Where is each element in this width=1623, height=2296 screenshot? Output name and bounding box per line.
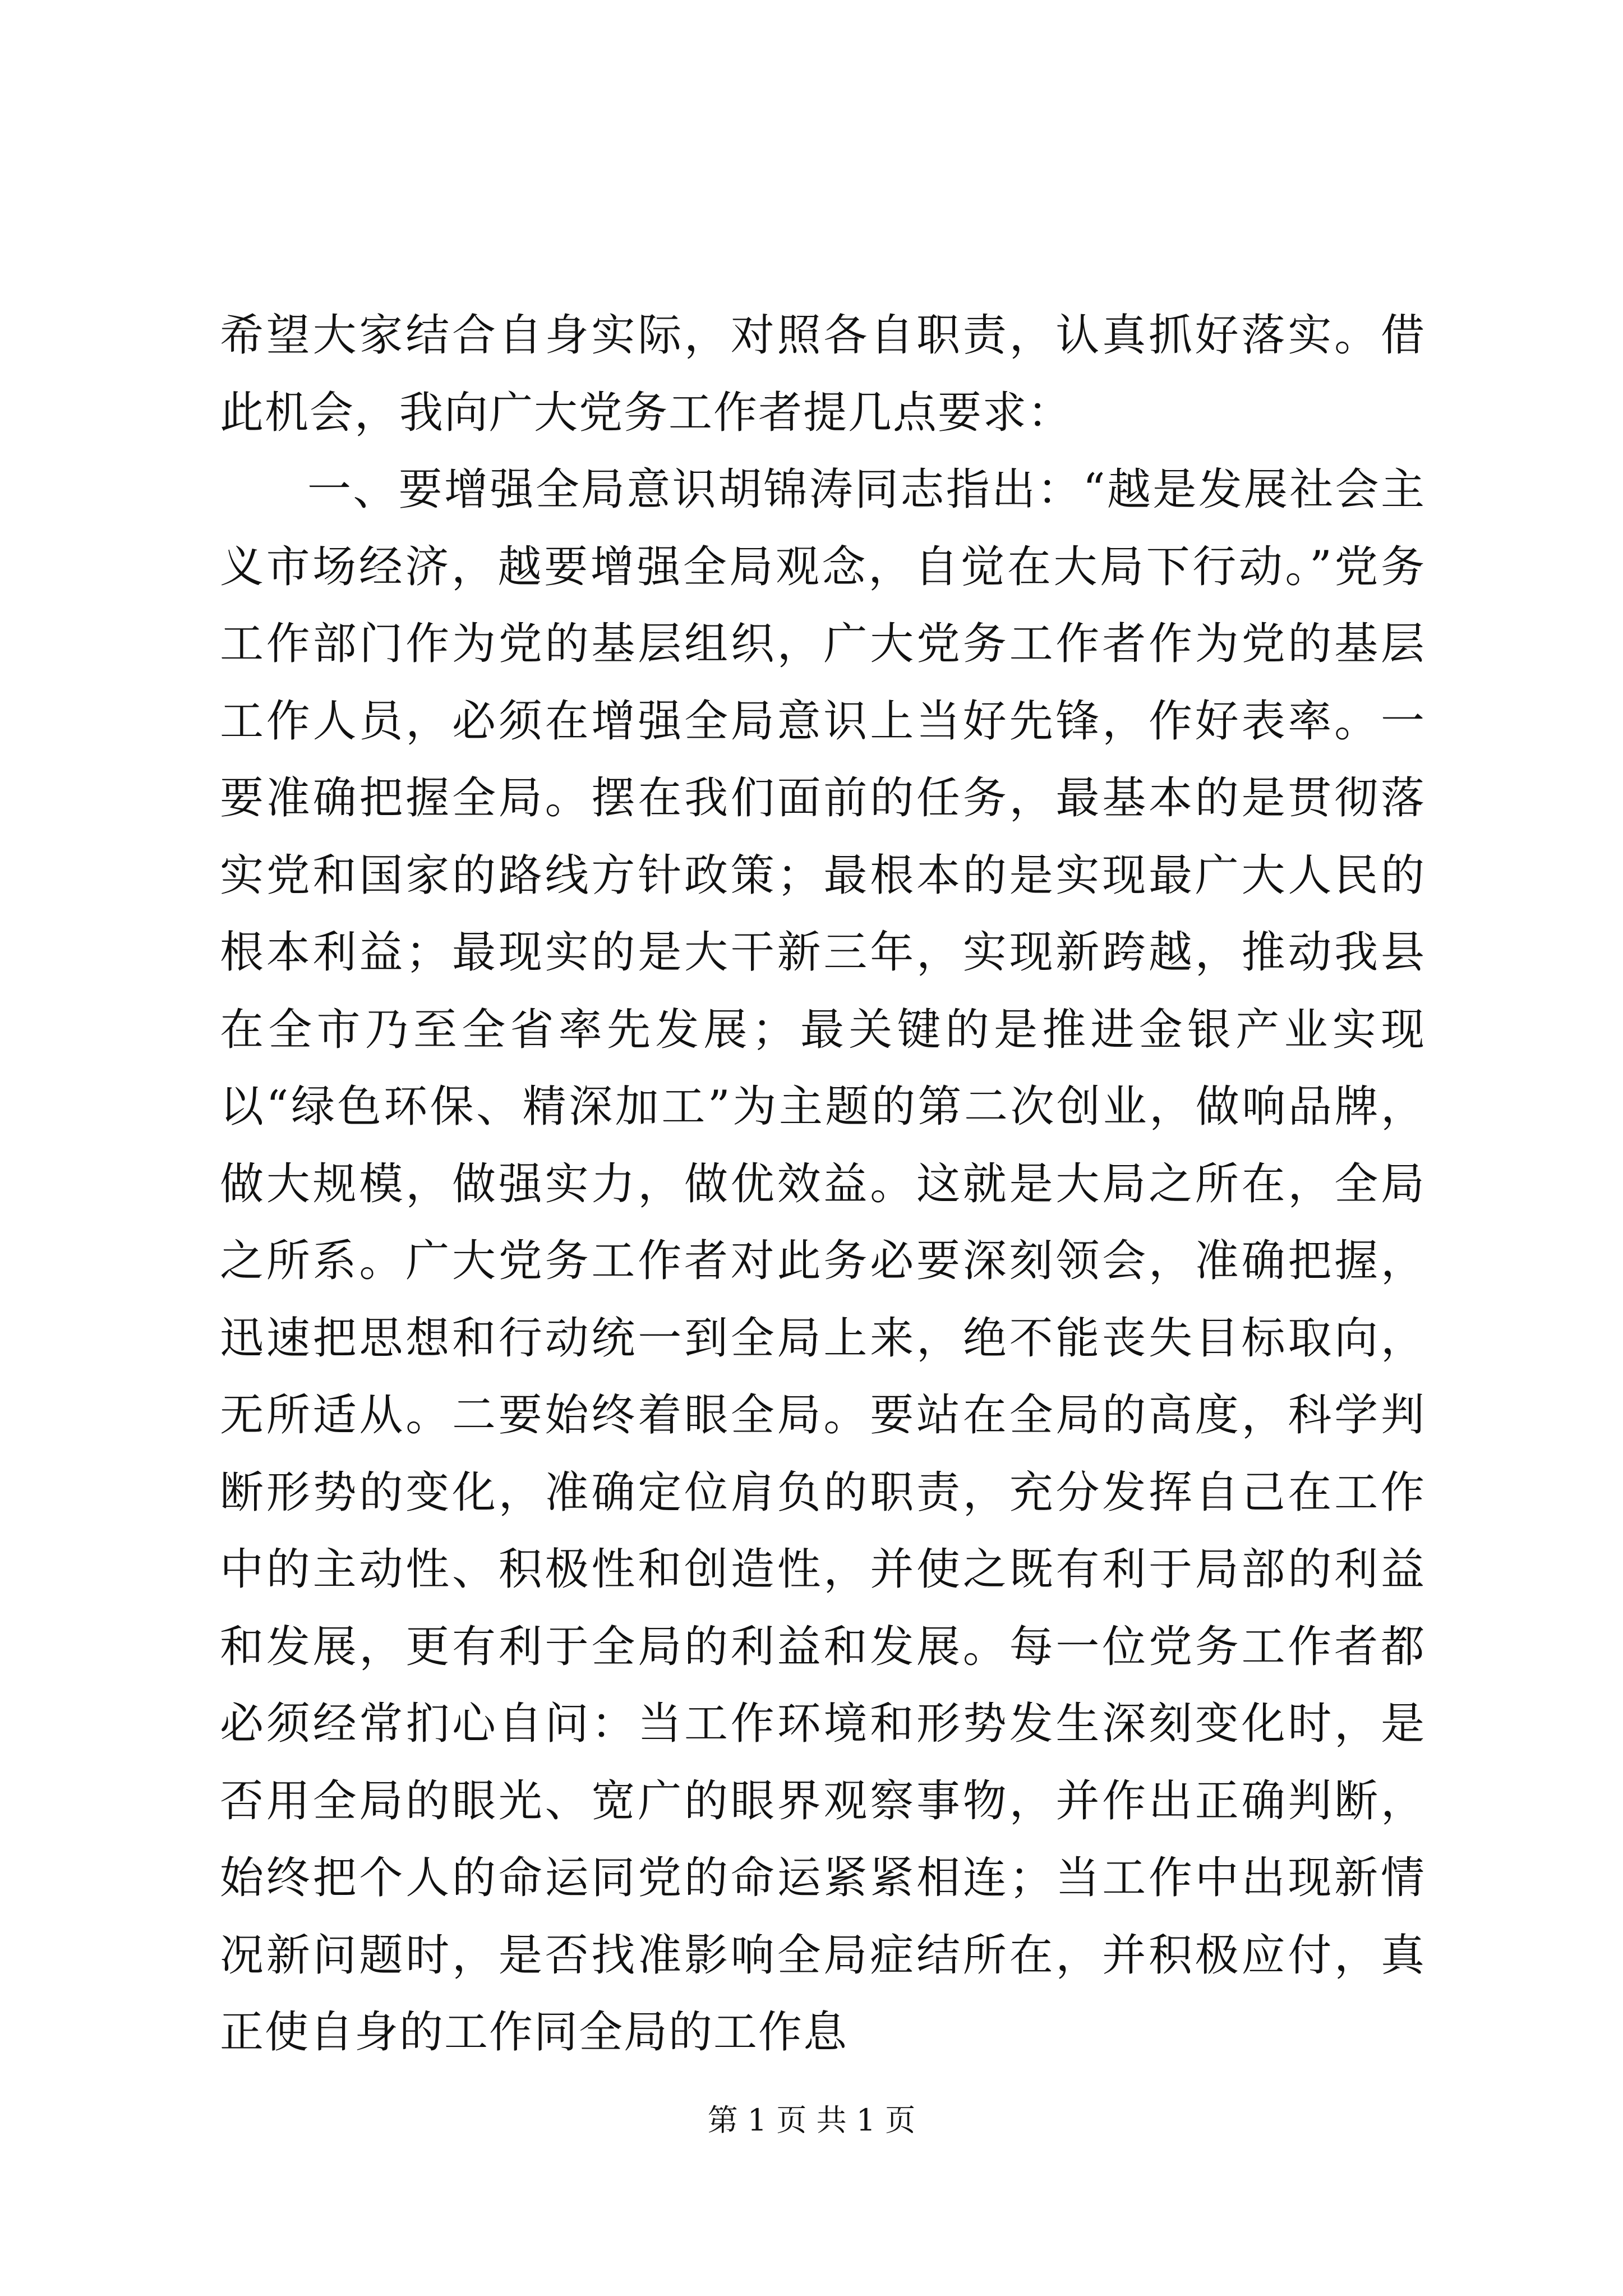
page-footer: 第 1 页 共 1 页 bbox=[707, 2102, 916, 2138]
paragraph-intro: 希望大家结合自身实际，对照各自职责，认真抓好落实。借此机会，我向广大党务工作者提几点要求： bbox=[220, 310, 1426, 438]
paragraph-global-awareness: 一、要增强全局意识胡锦涛同志指出：“越是发展社会主义市场经济，越要增强全局观念，自觉在大局下行动。”党务工作部门作为党的基层组织，广大党务工作者作为党的基层工作人员，必须在增强全局意识上当好先锋，作好表率。一要准确把握全局。摆在我们面前的任务，最基本的是贯彻落实党和国家的路线方针政策；最根本的是实现最广大人民的根本利益；最现实的是大干新三年，实现新跨越，推动我县在全市乃至全省率先发展；最关键的是推进金银产业实现以“绿色环保、精深加工”为主题的第二次创业，做响品牌，做大规模，做强实力，做优效益。这就是大局之所在，全局之所系。广大党务工作者对此务必要深刻领会，准确把握，迅速把思想和行动统一到全局上来，绝不能丧失目标取向，无所适从。二要始终着眼全局。要站在全局的高度，科学判断形势的变化，准确定位肩负的职责，充分发挥自己在工作中的主动性、积极性和创造性，并使之既有利于局部的利益和发展，更有利于全局的利益和发展。每一位党务工作者都必须经常扪心自问：当工作环境和形势发生深刻变化时，是否用全局的眼光、宽广的眼界观察事物，并作出正确判断，始终把个人的命运同党的命运紧紧相连；当工作中出现新情况新问题时，是否找准影响全局症结所在，并积极应付，真正使自身的工作同全局的工作息 bbox=[220, 464, 1426, 2058]
document-body bbox=[220, 297, 1426, 2072]
